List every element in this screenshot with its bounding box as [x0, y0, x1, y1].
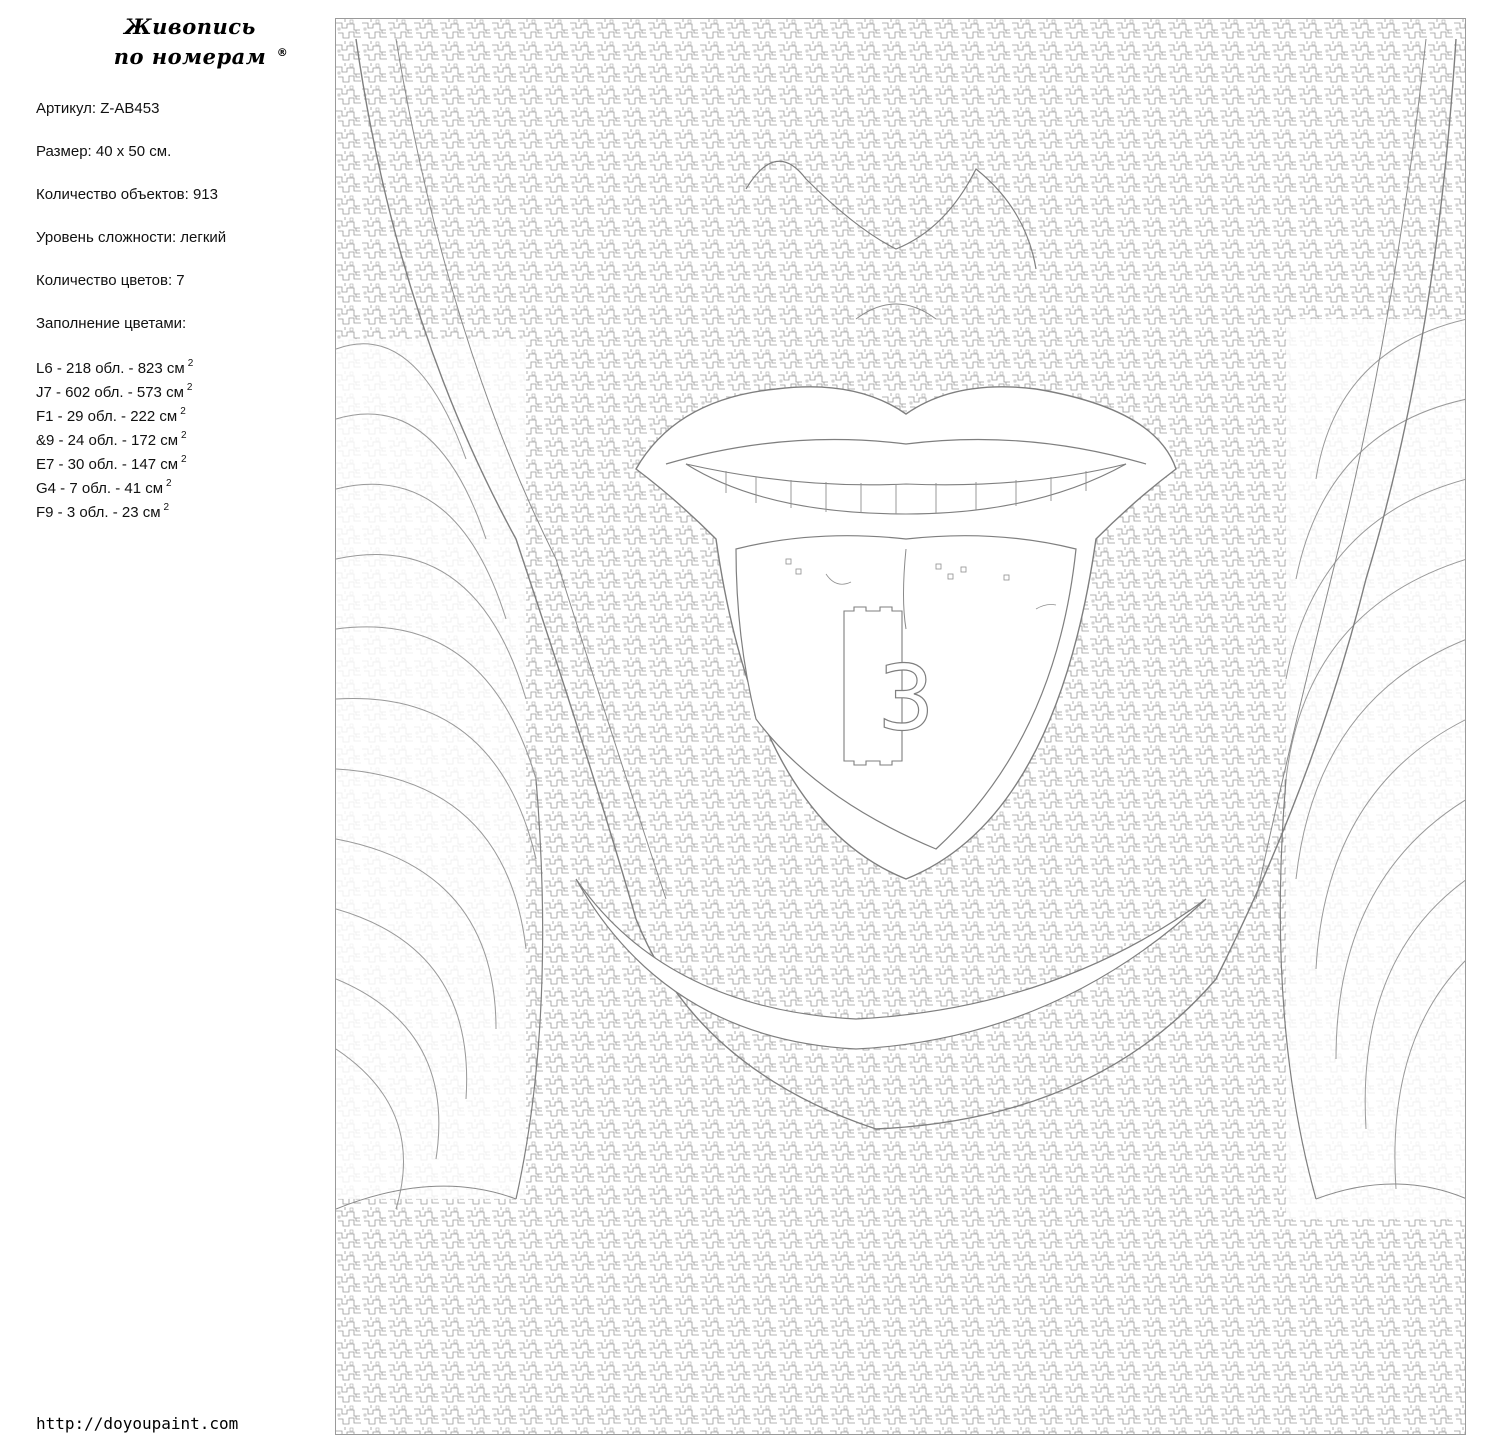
registered-mark-icon: ® [276, 46, 289, 59]
difficulty-level: Уровень сложности: легкий [36, 229, 227, 246]
logo-line-2: по номерам [113, 44, 267, 69]
list-item: J7 - 602 обл. - 573 см $^2$ [36, 382, 193, 401]
object-count: Количество объектов: 913 [36, 186, 218, 203]
list-item: F1 - 29 обл. - 222 см $^2$ [36, 406, 186, 425]
color-fill-list [36, 358, 193, 526]
brand-logo [90, 12, 290, 72]
canvas-size: Размер: 40 x 50 см. [36, 143, 172, 160]
logo-line-1: Живопись [124, 14, 256, 39]
website-link[interactable]: http://doyoupaint.com [36, 1414, 239, 1433]
region-number: 3 [877, 646, 935, 751]
list-item: F9 - 3 обл. - 23 см $^2$ [36, 502, 170, 521]
product-details [36, 100, 226, 358]
color-count: Количество цветов: 7 [36, 272, 185, 289]
article-number: Артикул: Z-AB453 [36, 100, 160, 117]
info-sidebar [0, 0, 330, 1453]
paint-by-numbers-canvas [335, 18, 1466, 1435]
line-art-illustration [336, 19, 1466, 1435]
color-fill-heading: Заполнение цветами: [36, 315, 187, 332]
list-item: G4 - 7 обл. - 41 см $^2$ [36, 478, 172, 497]
list-item: E7 - 30 обл. - 147 см $^2$ [36, 454, 187, 473]
list-item: L6 - 218 обл. - 823 см $^2$ [36, 358, 194, 377]
list-item: &9 - 24 обл. - 172 см $^2$ [36, 430, 187, 449]
